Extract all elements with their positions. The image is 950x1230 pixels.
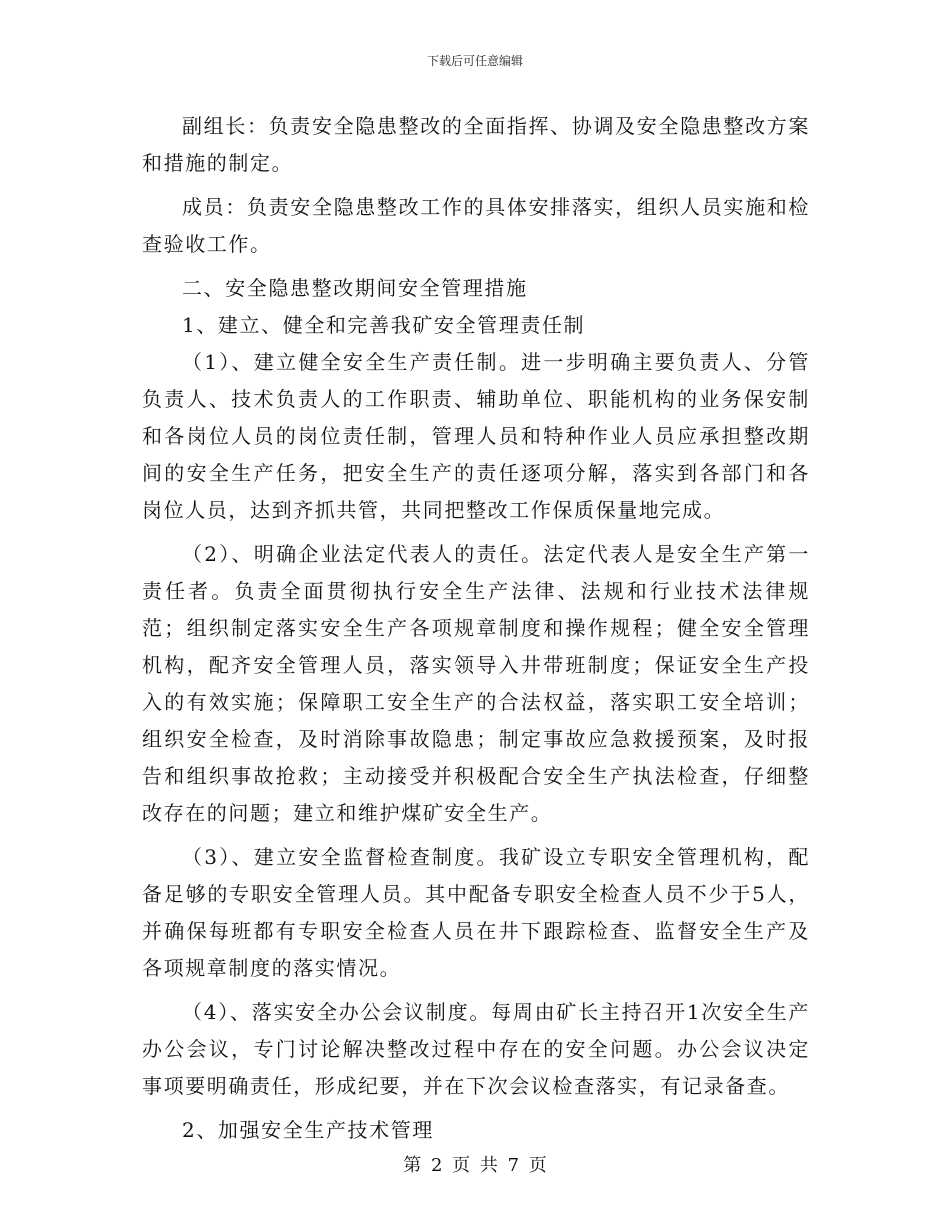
document-body: [142, 108, 810, 1149]
paragraph-members: 成员：负责安全隐患整改工作的具体安排落实，组织人员实施和检查验收工作。: [142, 195, 810, 256]
page-header: 下载后可任意编辑: [426, 54, 523, 68]
paragraph-item-3: （3）、建立安全监督检查制度。我矿设立专职安全管理机构，配备足够的专职安全管理人员。其中配备专职安全检查人员不少于5人，并确保每班都有专职安全检查人员在井下跟踪检查、监督安全生产及各项规章制度的落实情况。: [142, 845, 810, 980]
subsection-heading-1: 1、建立、健全和完善我矿安全管理责任制: [182, 313, 586, 337]
paragraph-item-1: （1）、建立健全安全生产责任制。进一步明确主要负责人、分管负责人、技术负责人的工作职责、辅助单位、职能机构的业务保安制和各岗位人员的岗位责任制，管理人员和特种作业人员应承担整改期间的安全生产任务，把安全生产的责任逐项分解，落实到各部门和各岗位人员，达到齐抓共管，共同把整改工作保质保量地完成。: [142, 350, 810, 522]
subsection-heading-2: 2、加强安全生产技术管理: [182, 1118, 434, 1142]
paragraph-item-2: （2）、明确企业法定代表人的责任。法定代表人是安全生产第一责任者。负责全面贯彻执行安全生产法律、法规和行业技术法律规范；组织制定落实安全生产各项规章制度和操作规程；健全安全管理机构，配齐安全管理人员，落实领导入井带班制度；保证安全生产投入的有效实施；保障职工安全生产的合法权益，落实职工安全培训；组织安全检查，及时消除事故隐患；制定事故应急救援预案，及时报告和组织事故抢救；主动接受并积极配合安全生产执法检查，仔细整改存在的问题；建立和维护煤矿安全生产。: [142, 542, 810, 825]
paragraph-item-4: （4）、落实安全办公会议制度。每周由矿长主持召开1次安全生产办公会议，专门讨论解决整改过程中存在的安全问题。办公会议决定事项要明确责任，形成纪要，并在下次会议检查落实，有记录备查。: [142, 1000, 810, 1098]
paragraph-deputy-leader: 副组长：负责安全隐患整改的全面指挥、协调及安全隐患整改方案和措施的制定。: [142, 114, 810, 175]
page-footer: 第 2 页 共 7 页: [403, 1155, 547, 1176]
section-heading-2: 二、安全隐患整改期间安全管理措施: [182, 276, 528, 300]
